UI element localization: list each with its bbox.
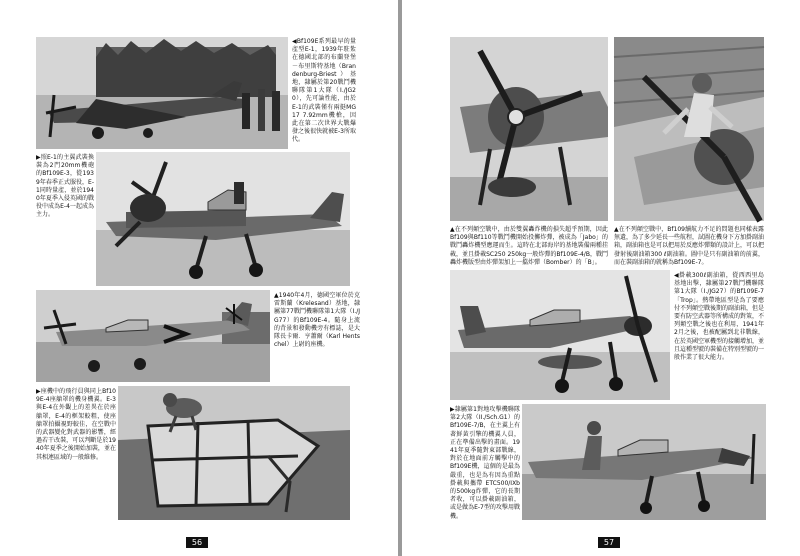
- caption-cockpit-dog: [36, 388, 116, 478]
- caption-text: ◀掛載300ℓ副油箱，從西西里島基地出擊，隸屬第27戰鬥機聯隊第1大隊（I./JG27）的Bf109E-7「Trop」。熱帶地區型是為了要應付不列顛空戰後期的副油箱，但是要有防空武器等所構成的對策，不列顛空戰之後也在利用，1941年2月之後，也被配屬到北非戰線，在於英國空軍機型的接觸增加，並且這種型號的裝備在特別型號的一般作業了很大能力。: [674, 272, 765, 362]
- right-page: [402, 0, 800, 556]
- photo-bf109e4b-bomb: [450, 37, 608, 221]
- caption-text: ▲1940年4月，德國空軍位於克雷斯蘭（Krelesand）基地，隸屬第77戰鬥機聯隊第1大隊（I./JG77）的Bf109E-4。隨身上流的背景和發動機旁有標誌，是大隊長卡爾．亨蕭爾（Karl Hentschel）上尉的座機。: [274, 292, 360, 349]
- caption-text: ▲在不列顛空戰中，由於雙翼轟炸機的損失超乎預期，因此Bf109與Bf110等戰鬥機開始投擲炸彈，被成為「Jabo」的戰鬥轟炸機型應運而生。這時在北部海岸的基地裝備兩種挂載，並且掛載SC250 250kg一般炸彈的Bf109E-4/B，戰鬥轟炸機版型由炸彈架加上一擋炸彈（Bomber）的「B」。: [450, 226, 608, 266]
- caption-text: ▶座機中的飛行員與同上Bf109E-4座艙罩的機身機翼。E-3與E-4在外觀上的差異在於座艙罩，E-4的框架較粗，使座艙罩拍攝視野較佳，在空戰中的武器變化對武器的影響，經過若干改裝，可以判斷是於1940年夏季之後開始加裝，並在其相連區域的一般維修。: [36, 388, 116, 461]
- caption-bf109e1: [292, 38, 356, 150]
- photo-bf109e4-chevron: [36, 290, 270, 382]
- photo-bf109e7b-crew: [522, 404, 766, 520]
- caption-text: ▶隸屬第1對地攻擊機聯隊第2大隊（II./Sch.G1）的Bf109E-7/B，在主翼上有著鮮黃引擎的機翼人員，正在準備出擊的畫面。1941年夏季隨對東部戰線，對於在地面前方觸擊中的Bf109E機，這個的是最為嚴重，也是為有因為重點掛載與攜帶 ETC500/IXb的500kg炸彈，它的長期者收，可以掛載副油箱，或是做為E-7型的攻擊用戰機。: [450, 406, 520, 520]
- caption-bf109e7b: [450, 406, 520, 520]
- caption-bf109e7-trop: [674, 272, 764, 368]
- caption-text: ▶照E-1的主翼武裝換裝為2門20mm機砲的Bf109E-3，從1939年春季正式服役，E-1同時量產，並於1940年夏季入侵英國的戰役中成為E-4一起成為主力。: [36, 154, 94, 219]
- caption-text: ◀Bf109E系列最早的量產型E-1，1939年駐紮在德國北部的布蘭登堡－布里斯特基地（Brandenburg-Briest）基地，隸屬於第20戰鬥機聯隊第1大隊（I./JG20），先可論性能，由於E-1的武裝僅有兩挺MG17 7.92mm機槍，因此在第二次世界大戰爆發之後很快就被E-3所取代。: [292, 38, 356, 144]
- photo-bf109e7-trop: [450, 270, 670, 400]
- photo-bf109e7-mechanic: [614, 37, 764, 221]
- left-page: [0, 0, 398, 556]
- photo-bf109e3-cockpit: [96, 152, 350, 286]
- caption-bf109e3: [36, 154, 94, 224]
- page-number-right: 57: [598, 537, 620, 548]
- caption-text: ▲在不列顛空戰中，Bf109續航力不足的問題也同樣表露無遺，為了多少延長一些航程，試圖在機身下方加掛副油箱，副油箱也是可以把用於反應炸彈類的設計上，可以把發射後副油箱300 ℓ副油箱。圖中是只有副油箱的前翼，而在裝副油箱的就稱為Bf109E-7。: [614, 226, 765, 266]
- page-number-left: 56: [186, 537, 208, 548]
- caption-bf109e4: [274, 292, 360, 372]
- photo-cockpit-dog: [118, 386, 350, 520]
- photo-bf109e1-airfield: [36, 37, 288, 149]
